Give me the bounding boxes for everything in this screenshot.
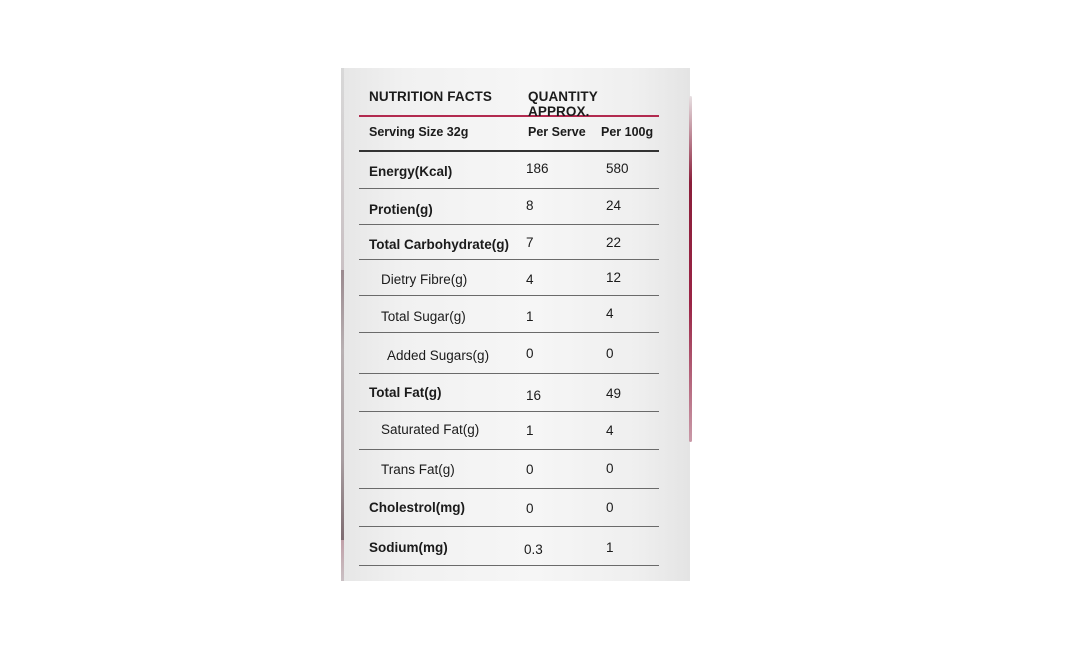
nutrient-name: Total Sugar(g) <box>381 309 466 324</box>
per-100g-value: 0 <box>606 461 614 476</box>
nutrient-name: Saturated Fat(g) <box>381 422 480 437</box>
package-edge-right <box>689 96 692 442</box>
per-serve-value: 8 <box>526 198 534 213</box>
nutrient-name: Added Sugars(g) <box>387 348 490 363</box>
per-100g-value: 0 <box>606 500 614 515</box>
per-100g-header: Per 100g <box>601 125 654 139</box>
nutrition-facts-title: NUTRITION FACTS <box>369 89 492 104</box>
per-serve-value: 16 <box>526 388 542 403</box>
table-row <box>359 333 659 374</box>
table-row <box>359 450 659 489</box>
per-serve-value: 186 <box>526 161 549 176</box>
table-row <box>359 152 659 189</box>
per-serve-value: 1 <box>526 423 534 438</box>
table-row <box>359 489 659 527</box>
per-100g-value: 12 <box>606 270 622 285</box>
table-row <box>359 296 659 333</box>
per-100g-value: 24 <box>606 198 622 213</box>
table-row <box>359 189 659 225</box>
per-100g-value: 22 <box>606 235 622 250</box>
nutrient-name: Energy(Kcal) <box>369 164 453 179</box>
package-edge-shadow <box>341 270 344 540</box>
per-serve-header: Per Serve <box>528 125 586 139</box>
table-row <box>359 412 659 450</box>
nutrient-name: Cholestrol(mg) <box>369 500 465 515</box>
per-serve-value: 7 <box>526 235 534 250</box>
quantity-approx-label: QUANTITY APPROX. <box>528 89 598 119</box>
table-row <box>359 374 659 412</box>
table-header <box>359 80 659 117</box>
nutrient-name: Total Fat(g) <box>369 385 442 400</box>
serving-size-label: Serving Size 32g <box>369 125 469 139</box>
per-serve-value: 0 <box>526 501 534 516</box>
nutrient-name: Total Carbohydrate(g) <box>369 237 510 252</box>
nutrient-name: Protien(g) <box>369 202 433 217</box>
table-row <box>359 527 659 566</box>
per-serve-value: 1 <box>526 309 534 324</box>
nutrient-name: Sodium(mg) <box>369 540 448 555</box>
nutrition-facts-table <box>359 80 659 566</box>
per-serve-value: 0 <box>526 462 534 477</box>
per-100g-value: 4 <box>606 306 614 321</box>
nutrient-name: Dietry Fibre(g) <box>381 272 468 287</box>
per-100g-value: 1 <box>606 540 614 555</box>
table-subheader <box>359 117 659 152</box>
per-serve-value: 0 <box>526 346 534 361</box>
table-row <box>359 225 659 260</box>
nutrient-name: Trans Fat(g) <box>381 462 455 477</box>
per-100g-value: 580 <box>606 161 629 176</box>
table-row <box>359 260 659 296</box>
per-serve-value: 4 <box>526 272 534 287</box>
per-serve-value: 0.3 <box>524 542 543 557</box>
per-100g-value: 0 <box>606 346 614 361</box>
per-100g-value: 4 <box>606 423 614 438</box>
per-100g-value: 49 <box>606 386 622 401</box>
